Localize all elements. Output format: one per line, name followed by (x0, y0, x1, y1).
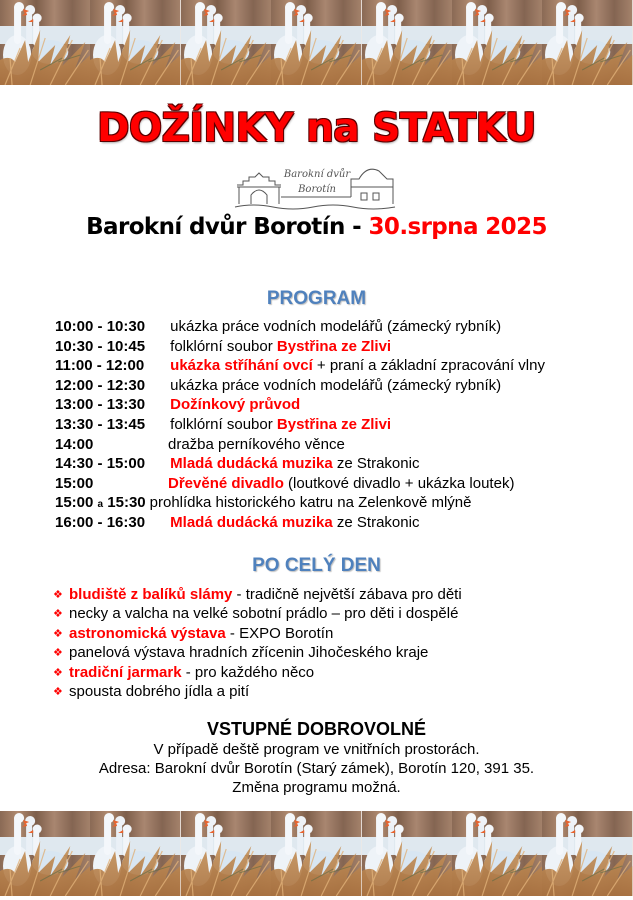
poster-title: DOŽÍNKY na STATKU (97, 106, 536, 151)
program-time: 16:00 - 16:30 (55, 513, 146, 531)
item-text: - EXPO Borotín (225, 624, 334, 642)
program-time: 12:00 - 12:30 (55, 376, 146, 394)
diamond-bullet-icon: ❖ (53, 627, 63, 640)
program-time (55, 493, 146, 515)
svg-text:Borotín: Borotín (298, 184, 336, 195)
bottom-photo-border (0, 811, 633, 896)
item-text: - pro každého něco (181, 663, 315, 681)
item-highlight: tradiční jarmark (69, 663, 182, 681)
program-desc: ukázka práce vodních modelářů (zámecký rybník) (166, 318, 502, 335)
program-desc: (loutkové divadlo + ukázka loutek) (283, 474, 515, 492)
venue-and-date (0, 214, 633, 240)
diamond-bullet-icon: ❖ (53, 647, 63, 660)
geese-photo-tile (542, 811, 632, 896)
program-row (55, 317, 615, 337)
item-text: spousta dobrého jídla a pití (69, 682, 250, 700)
program-highlight: ukázka stříhání ovcí (170, 357, 313, 375)
list-item (53, 624, 613, 643)
program-row (55, 376, 615, 396)
time-end: 15:30 (107, 494, 146, 512)
program-time: 14:30 - 15:00 (55, 455, 146, 473)
geese-photo-tile (542, 0, 632, 85)
geese-photo-tile (362, 811, 452, 896)
program-time: 15:00 (55, 474, 94, 492)
top-photo-border (0, 0, 633, 85)
all-day-list (53, 585, 613, 701)
barokni-dvur-logo (233, 163, 398, 211)
time-joiner: a (97, 499, 104, 511)
program-row (55, 415, 615, 435)
program-desc: + praní a základní zpracování vlny (312, 357, 545, 375)
footer-info (0, 718, 633, 797)
program-heading: PROGRAM (266, 288, 367, 309)
program-row (55, 395, 615, 415)
list-item (53, 663, 613, 682)
item-highlight: bludiště z balíků slámy (69, 586, 233, 603)
program-highlight: Mladá dudácká muzika (170, 513, 333, 531)
venue-name: Barokní dvůr Borotín - (86, 214, 369, 240)
program-row (55, 513, 615, 533)
geese-photo-tile (452, 811, 542, 896)
diamond-bullet-icon: ❖ (53, 589, 63, 601)
geese-photo-tile (181, 811, 271, 896)
program-desc: prohlídka historického katru na Zelenkově mlýně (149, 494, 472, 512)
list-item (53, 643, 613, 662)
diamond-bullet-icon: ❖ (53, 685, 63, 698)
item-text: necky a valcha na velké sobotní prádlo – pro děti i dospělé (69, 605, 459, 623)
list-item (53, 604, 613, 623)
list-item (53, 585, 613, 604)
item-text: - tradičně největší zábava pro děti (232, 586, 462, 603)
geese-photo-tile (181, 0, 271, 85)
geese-photo-tile (0, 811, 90, 896)
geese-photo-tile (362, 0, 452, 85)
program-row (55, 356, 615, 376)
program-desc: ze Strakonic (332, 513, 420, 531)
item-highlight: astronomická výstava (69, 624, 226, 642)
program-row (55, 435, 615, 455)
geese-photo-tile (271, 811, 361, 896)
time-start: 15:00 (55, 494, 94, 512)
program-time: 13:30 - 13:45 (55, 415, 146, 433)
program-highlight: Mladá dudácká muzika (170, 455, 333, 473)
rain-note: V případě deště program ve vnitřních prostorách. (153, 741, 480, 758)
event-date: 30.srpna 2025 (368, 214, 547, 240)
admission-heading: VSTUPNÉ DOBROVOLNÉ (206, 719, 427, 739)
program-row (55, 454, 615, 474)
change-note: Změna programu možná. (232, 779, 401, 796)
program-time: 10:00 - 10:30 (55, 318, 146, 335)
castle-logo-icon (233, 163, 398, 211)
program-desc: folklórní soubor (166, 337, 277, 355)
diamond-bullet-icon: ❖ (53, 666, 63, 679)
geese-photo-tile (271, 0, 361, 85)
program-desc: folklórní soubor (166, 415, 277, 433)
program-row (55, 474, 615, 494)
address: Adresa: Barokní dvůr Borotín (Starý zámek), Borotín 120, 391 35. (98, 760, 535, 777)
list-item (53, 682, 613, 701)
all-day-heading: PO CELÝ DEN (252, 555, 381, 576)
program-highlight: Dřevěné divadlo (168, 474, 284, 492)
svg-text:Barokní dvůr: Barokní dvůr (283, 169, 351, 180)
program-desc: dražba perníkového věnce (168, 435, 345, 453)
program-time: 10:30 - 10:45 (55, 337, 146, 355)
program-row (55, 493, 615, 513)
program-time: 11:00 - 12:00 (55, 357, 145, 375)
geese-photo-tile (90, 811, 180, 896)
program-highlight: Bystřina ze Zlivi (276, 337, 392, 355)
item-text: panelová výstava hradních zřícenin Jihočeského kraje (69, 644, 429, 662)
program-desc: ukázka práce vodních modelářů (zámecký rybník) (166, 376, 502, 394)
program-row (55, 337, 615, 357)
geese-photo-tile (90, 0, 180, 85)
program-list (55, 317, 615, 533)
program-time: 13:00 - 13:30 (55, 396, 146, 414)
diamond-bullet-icon: ❖ (53, 608, 63, 621)
geese-photo-tile (0, 0, 90, 85)
geese-photo-tile (452, 0, 542, 85)
program-highlight: Dožínkový průvod (170, 396, 301, 414)
program-desc: ze Strakonic (332, 455, 420, 473)
program-time: 14:00 (55, 435, 94, 453)
program-highlight: Bystřina ze Zlivi (276, 415, 392, 433)
